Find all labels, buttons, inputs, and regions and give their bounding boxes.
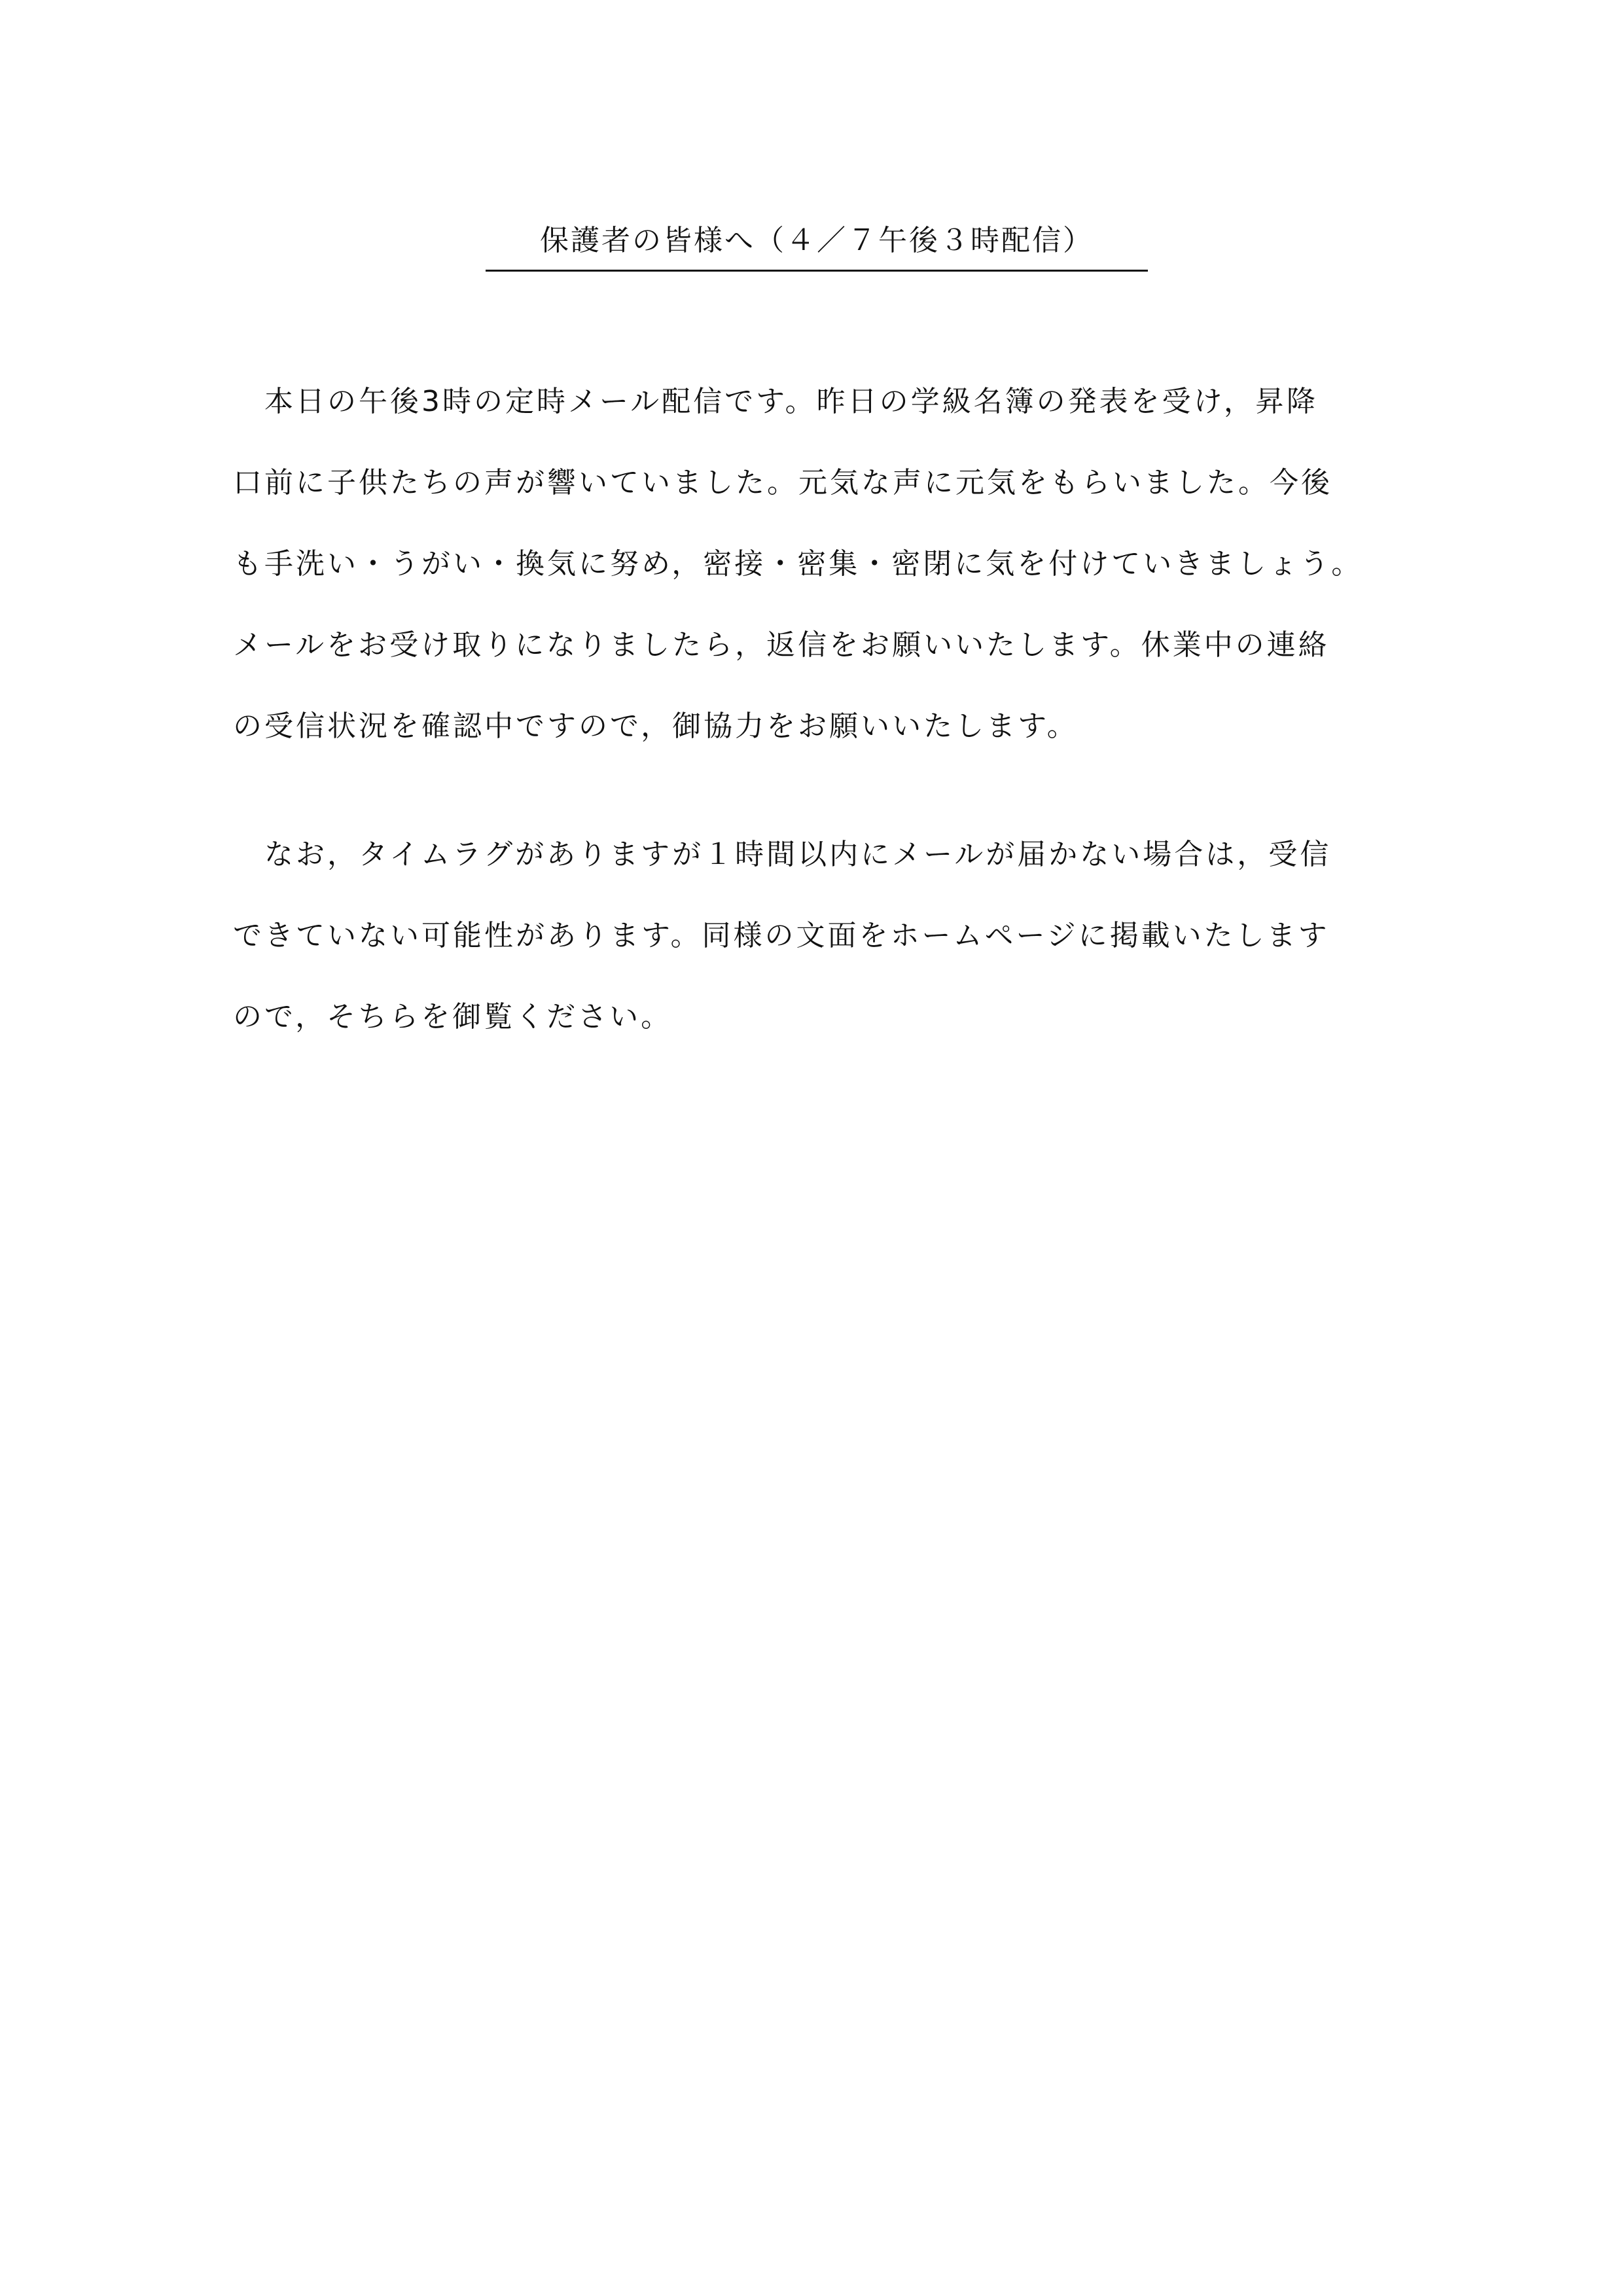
paragraph-1-line-5: の受信状況を確認中ですので，御協力をお願いいたします。 [233, 709, 1079, 743]
paragraph-2-line-1: なお，タイムラグがありますが１時間以内にメールが届かない場合は，受信 [233, 838, 1332, 871]
paragraph-2 [233, 835, 1398, 1079]
paragraph-1 [233, 382, 1398, 788]
paragraph-1-line-1: 本日の午後3時の定時メール配信です。昨日の学級名簿の発表を受け，昇降 [233, 385, 1318, 418]
title-underline [486, 221, 1148, 272]
paragraph-1-line-2: 口前に子供たちの声が響いていました。元気な声に元気をもらいました。今後 [233, 466, 1332, 499]
paragraph-2-line-3: ので，そちらを御覧ください。 [233, 1000, 673, 1033]
paragraph-1-line-4: メールをお受け取りになりましたら，返信をお願いいたします。休業中の連絡 [233, 628, 1330, 662]
document-title: 保護者の皆様へ（４／７午後３時配信） [540, 224, 1094, 257]
paragraph-1-line-3: も手洗い・うがい・換気に努め，密接・密集・密閉に気を付けていきましょう。 [233, 547, 1363, 581]
paragraph-2-line-2: できていない可能性があります。同様の文面をホームページに掲載いたします [233, 919, 1330, 952]
